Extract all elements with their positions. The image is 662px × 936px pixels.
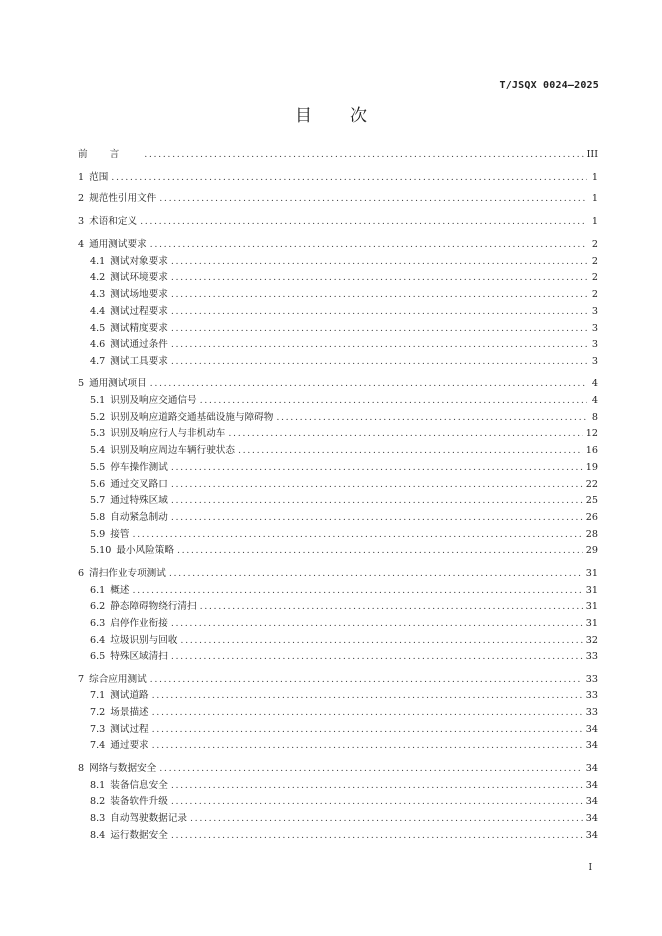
toc-leader-dots bbox=[171, 271, 587, 285]
toc-entry[interactable] bbox=[78, 238, 598, 252]
toc-entry[interactable] bbox=[78, 377, 598, 391]
toc-entry-number: 7 bbox=[78, 674, 85, 685]
toc-entry[interactable] bbox=[90, 355, 598, 369]
toc-entry-label: 清扫作业专项测试 bbox=[89, 568, 166, 579]
toc-entry-number: 5.8 bbox=[90, 512, 106, 523]
toc-entry-number: 7.2 bbox=[90, 707, 106, 718]
toc-entry-number: 4.4 bbox=[90, 306, 106, 317]
toc-entry-label: 垃圾识别与回收 bbox=[110, 635, 178, 646]
toc-entry-page: 16 bbox=[585, 445, 598, 456]
toc-leader-dots bbox=[171, 617, 583, 631]
toc-entry[interactable] bbox=[90, 795, 598, 809]
toc-entry[interactable] bbox=[90, 461, 598, 475]
toc-entry-page: 34 bbox=[585, 740, 598, 751]
toc-entry-page: 33 bbox=[585, 674, 598, 685]
toc-entry-number: 5.3 bbox=[90, 428, 106, 439]
toc-entry-page: 31 bbox=[585, 585, 598, 596]
toc-leader-dots bbox=[228, 427, 582, 441]
toc-entry-label: 测试环境要求 bbox=[110, 272, 168, 283]
toc-entry-number: 4.1 bbox=[90, 256, 106, 267]
toc-entry[interactable] bbox=[90, 494, 598, 508]
toc-leader-dots bbox=[152, 706, 583, 720]
toc-entry-number: 6 bbox=[78, 568, 85, 579]
toc-entry-number: 5.5 bbox=[90, 462, 106, 473]
toc-entry[interactable] bbox=[90, 689, 598, 703]
toc-entry-label: 最小风险策略 bbox=[116, 545, 174, 556]
toc-leader-dots bbox=[177, 544, 583, 558]
toc-entry-page: 8 bbox=[591, 412, 598, 423]
toc-leader-dots bbox=[150, 238, 587, 252]
toc-leader-dots bbox=[171, 305, 587, 319]
toc-leader-dots bbox=[171, 650, 583, 664]
toc-entry[interactable] bbox=[78, 171, 598, 185]
title-char-2: 次 bbox=[350, 106, 367, 126]
toc-entry-number: 8.3 bbox=[90, 813, 106, 824]
toc-leader-dots bbox=[200, 394, 587, 408]
toc-leader-dots bbox=[171, 511, 583, 525]
toc-entry-number: 6.1 bbox=[90, 585, 106, 596]
toc-entry-label: 测试过程 bbox=[110, 724, 149, 735]
toc-entry-page: 3 bbox=[591, 339, 598, 350]
toc-leader-dots bbox=[140, 215, 587, 229]
toc-entry[interactable] bbox=[90, 600, 598, 614]
title-char-1: 目 bbox=[295, 106, 312, 126]
toc-leader-dots bbox=[171, 288, 587, 302]
toc-entry-label: 特殊区域清扫 bbox=[110, 651, 168, 662]
toc-leader-dots bbox=[152, 723, 583, 737]
toc-entry-page: 31 bbox=[585, 618, 598, 629]
toc-leader-dots bbox=[180, 634, 582, 648]
toc-entry-label: 识别及响应交通信号 bbox=[110, 395, 197, 406]
toc-entry-number: 7.1 bbox=[90, 690, 106, 701]
toc-entry[interactable] bbox=[90, 617, 598, 631]
toc-entry[interactable] bbox=[90, 544, 598, 558]
toc-entry-number: 5.6 bbox=[90, 479, 106, 490]
toc-leader-dots bbox=[144, 148, 583, 162]
toc-leader-dots bbox=[169, 567, 583, 581]
toc-leader-dots bbox=[111, 171, 587, 185]
toc-entry-label: 测试道路 bbox=[110, 690, 149, 701]
toc-entry-label: 装备软件升级 bbox=[110, 796, 168, 807]
toc-leader-dots bbox=[150, 377, 587, 391]
toc-leader-dots bbox=[159, 762, 583, 776]
toc-entry-page: 3 bbox=[591, 356, 598, 367]
toc-entry-page: 2 bbox=[591, 239, 598, 250]
toc-entry-number: 4.6 bbox=[90, 339, 106, 350]
toc-entry-number: 4.3 bbox=[90, 289, 106, 300]
toc-entry-page: 2 bbox=[591, 272, 598, 283]
toc-entry-page: 34 bbox=[585, 830, 598, 841]
toc-entry-number: 4.2 bbox=[90, 272, 106, 283]
toc-entry-label: 停车操作测试 bbox=[110, 462, 168, 473]
toc-entry[interactable] bbox=[90, 650, 598, 664]
toc-leader-dots bbox=[171, 779, 583, 793]
toc-entry-label: 场景描述 bbox=[110, 707, 149, 718]
toc-entry[interactable] bbox=[90, 322, 598, 336]
toc-entry-page: 4 bbox=[591, 378, 598, 389]
toc-entry[interactable] bbox=[78, 762, 598, 776]
toc-entry-number: 5.4 bbox=[90, 445, 106, 456]
toc-entry-number: 7.4 bbox=[90, 740, 106, 751]
toc-entry-number: 6.3 bbox=[90, 618, 106, 629]
toc-entry-label: 网络与数据安全 bbox=[89, 763, 157, 774]
toc-entry-label: 测试对象要求 bbox=[110, 256, 168, 267]
toc-entry-label: 测试过程要求 bbox=[110, 306, 168, 317]
toc-leader-dots bbox=[171, 322, 587, 336]
toc-entry-number: 1 bbox=[78, 172, 85, 183]
toc-entry-label: 通过要求 bbox=[110, 740, 149, 751]
toc-entry[interactable] bbox=[78, 192, 598, 206]
toc-leader-dots bbox=[190, 812, 583, 826]
toc-entry-page: 25 bbox=[585, 495, 598, 506]
toc-entry[interactable] bbox=[78, 673, 598, 687]
toc-leader-dots bbox=[171, 795, 583, 809]
toc-entry-label: 自动紧急制动 bbox=[110, 512, 168, 523]
toc-entry-page: 3 bbox=[591, 323, 598, 334]
toc-entry-page: 19 bbox=[585, 462, 598, 473]
toc-entry[interactable] bbox=[90, 411, 598, 425]
toc-entry-label: 范围 bbox=[89, 172, 109, 183]
toc-entry-number: 3 bbox=[78, 216, 85, 227]
toc-entry-number: 2 bbox=[78, 193, 85, 204]
page-number: I bbox=[588, 863, 592, 873]
toc-entry-page: 33 bbox=[585, 690, 598, 701]
toc-entry-page: 2 bbox=[591, 256, 598, 267]
toc-leader-dots bbox=[171, 461, 583, 475]
toc-entry-number: 5.2 bbox=[90, 412, 106, 423]
toc-entry-label: 自动驾驶数据记录 bbox=[110, 813, 188, 824]
toc-entry[interactable] bbox=[90, 634, 598, 648]
toc-leader-dots bbox=[171, 478, 583, 492]
toc-entry-label: 接管 bbox=[110, 529, 130, 540]
toc-entry-page: 12 bbox=[585, 428, 598, 439]
toc-entry-page: 33 bbox=[585, 651, 598, 662]
toc-entry[interactable] bbox=[90, 829, 598, 843]
toc-entry[interactable] bbox=[90, 779, 598, 793]
toc-entry-page: 34 bbox=[585, 780, 598, 791]
toc-entry-page: 34 bbox=[585, 796, 598, 807]
toc-entry[interactable] bbox=[90, 305, 598, 319]
toc-entry-page: 32 bbox=[585, 635, 598, 646]
toc-entry-label: 测试精度要求 bbox=[110, 323, 168, 334]
toc-entry[interactable] bbox=[90, 723, 598, 737]
toc-entry-page: 3 bbox=[591, 306, 598, 317]
toc-entry-label: 测试通过条件 bbox=[110, 339, 168, 350]
toc-leader-dots bbox=[159, 192, 587, 206]
toc-entry-label: 通过特殊区域 bbox=[110, 495, 168, 506]
toc-entry-page: 29 bbox=[585, 545, 598, 556]
toc-leader-dots bbox=[276, 411, 587, 425]
toc-entry[interactable] bbox=[90, 427, 598, 441]
toc-leader-dots bbox=[152, 739, 583, 753]
toc-entry-page: 34 bbox=[585, 763, 598, 774]
toc-entry-number: 8.4 bbox=[90, 830, 106, 841]
toc-entry-page: 33 bbox=[585, 707, 598, 718]
toc-leader-dots bbox=[200, 600, 583, 614]
toc-entry-number: 8 bbox=[78, 763, 85, 774]
toc-entry-page: 1 bbox=[591, 216, 598, 227]
toc-entry-label: 综合应用测试 bbox=[89, 674, 147, 685]
toc-entry-number: 8.2 bbox=[90, 796, 106, 807]
toc-entry[interactable] bbox=[90, 528, 598, 542]
toc-entry-label: 通用测试要求 bbox=[89, 239, 147, 250]
toc-leader-dots bbox=[152, 689, 583, 703]
toc-entry[interactable] bbox=[90, 255, 598, 269]
toc-entry-page: 34 bbox=[585, 724, 598, 735]
toc-leader-dots bbox=[132, 528, 582, 542]
toc-entry-page: 1 bbox=[591, 172, 598, 183]
toc-entry-label: 规范性引用文件 bbox=[89, 193, 157, 204]
toc-entry[interactable] bbox=[78, 148, 598, 162]
toc-entry-number: 5.10 bbox=[90, 545, 112, 556]
toc-entry-label: 通用测试项目 bbox=[89, 378, 147, 389]
toc-entry-label: 识别及响应行人与非机动车 bbox=[110, 428, 226, 439]
toc-entry-number: 5.1 bbox=[90, 395, 106, 406]
standard-code: T/JSQX 0024—2025 bbox=[499, 80, 599, 91]
toc-entry-label: 静态障碍物绕行清扫 bbox=[110, 601, 197, 612]
toc-entry-label: 测试场地要求 bbox=[110, 289, 168, 300]
toc-entry-label: 测试工具要求 bbox=[110, 356, 168, 367]
toc-entry-page: 31 bbox=[585, 601, 598, 612]
toc-entry[interactable] bbox=[90, 338, 598, 352]
toc-leader-dots bbox=[171, 255, 587, 269]
toc-entry-page: 2 bbox=[591, 289, 598, 300]
toc-entry-number: 6.5 bbox=[90, 651, 106, 662]
toc-entry[interactable] bbox=[90, 812, 598, 826]
toc-entry[interactable] bbox=[90, 706, 598, 720]
toc-entry-number: 5 bbox=[78, 378, 85, 389]
toc-entry-number: 5.7 bbox=[90, 495, 106, 506]
toc-entry-page: III bbox=[586, 149, 598, 160]
toc-entry-number: 6.2 bbox=[90, 601, 106, 612]
toc-entry-label: 运行数据安全 bbox=[110, 830, 168, 841]
toc-entry-label: 识别及响应道路交通基础设施与障碍物 bbox=[110, 412, 274, 423]
toc-leader-dots bbox=[150, 673, 583, 687]
toc-entry-label: 装备信息安全 bbox=[110, 780, 168, 791]
toc-entry-label: 启停作业衔接 bbox=[110, 618, 168, 629]
toc-entry-page: 1 bbox=[591, 193, 598, 204]
toc-entry-number: 4.7 bbox=[90, 356, 106, 367]
toc-entry[interactable] bbox=[90, 739, 598, 753]
toc-entry[interactable] bbox=[90, 444, 598, 458]
toc-entry[interactable] bbox=[78, 215, 598, 229]
toc-entry[interactable] bbox=[90, 511, 598, 525]
toc-entry-label: 前言 bbox=[78, 149, 142, 160]
toc-entry-page: 34 bbox=[585, 813, 598, 824]
toc-entry[interactable] bbox=[78, 567, 598, 581]
toc-entry[interactable] bbox=[90, 288, 598, 302]
toc-entry-number: 4 bbox=[78, 239, 85, 250]
toc-entry[interactable] bbox=[90, 584, 598, 598]
toc-leader-dots bbox=[132, 584, 582, 598]
toc-entry-page: 26 bbox=[585, 512, 598, 523]
toc-entry-label: 识别及响应周边车辆行驶状态 bbox=[110, 445, 235, 456]
toc-entry-number: 4.5 bbox=[90, 323, 106, 334]
toc-leader-dots bbox=[171, 829, 583, 843]
toc-leader-dots bbox=[238, 444, 583, 458]
toc-entry-page: 31 bbox=[585, 568, 598, 579]
toc-leader-dots bbox=[171, 355, 587, 369]
toc-entry-number: 6.4 bbox=[90, 635, 106, 646]
toc-entry-number: 8.1 bbox=[90, 780, 106, 791]
toc-entry[interactable] bbox=[90, 478, 598, 492]
toc-entry-page: 4 bbox=[591, 395, 598, 406]
toc-entry-page: 22 bbox=[585, 479, 598, 490]
toc-leader-dots bbox=[171, 494, 583, 508]
toc-entry-label: 术语和定义 bbox=[89, 216, 138, 227]
toc-leader-dots bbox=[171, 338, 587, 352]
toc-entry-label: 通过交叉路口 bbox=[110, 479, 168, 490]
toc-entry-label: 概述 bbox=[110, 585, 130, 596]
toc-entry-number: 7.3 bbox=[90, 724, 106, 735]
toc-entry[interactable] bbox=[90, 271, 598, 285]
toc-entry[interactable] bbox=[90, 394, 598, 408]
toc-entry-number: 5.9 bbox=[90, 529, 106, 540]
toc-entry-page: 28 bbox=[585, 529, 598, 540]
page-title bbox=[0, 101, 662, 126]
